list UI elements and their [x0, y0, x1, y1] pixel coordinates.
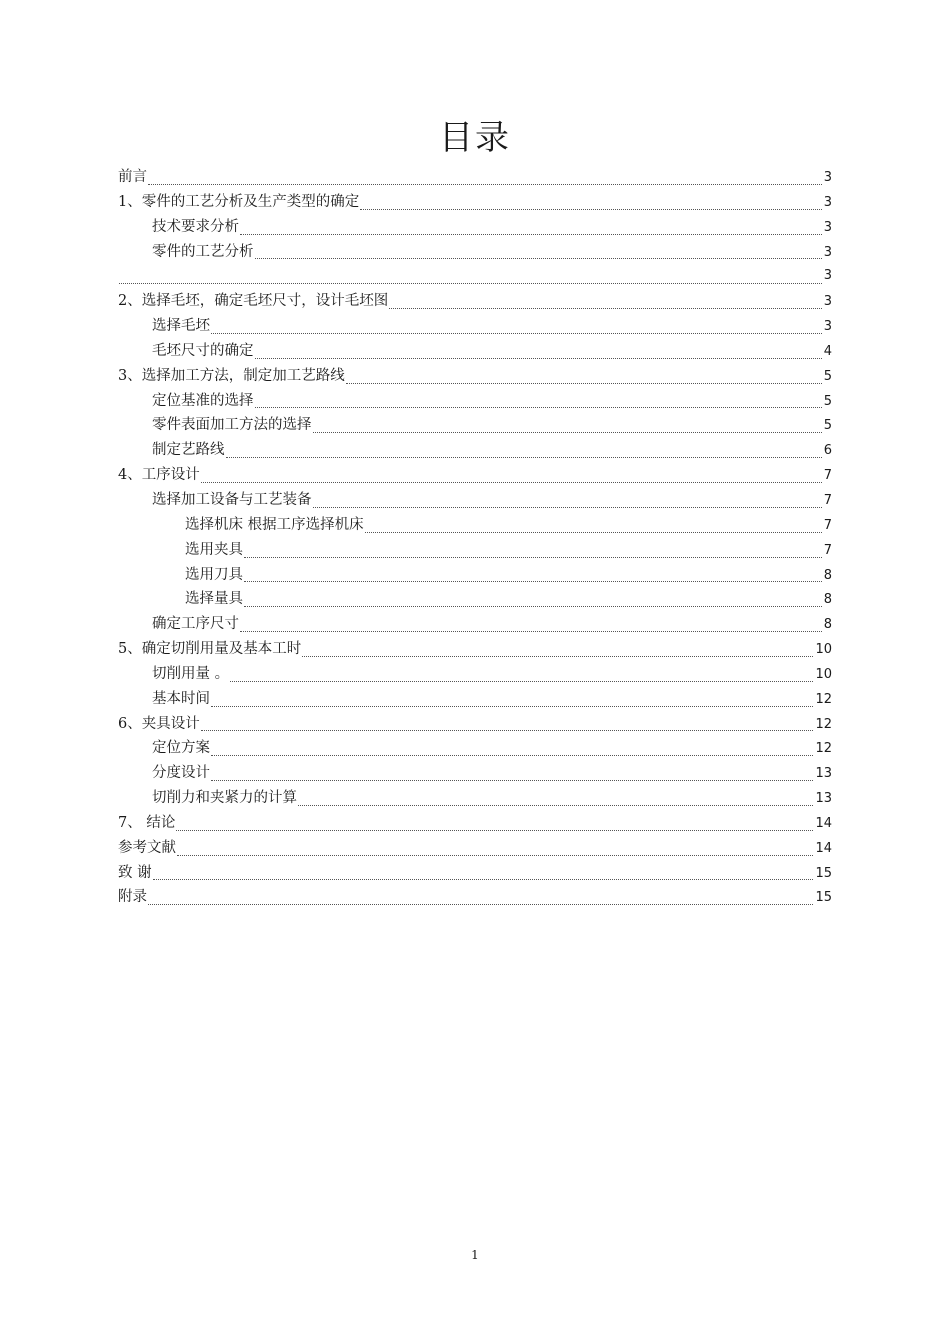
dot-leader	[226, 457, 822, 458]
toc-entry[interactable]	[118, 687, 832, 712]
toc-entry-label: 制定艺路线	[152, 442, 225, 459]
toc-entry-label: 切削用量 。	[152, 665, 230, 682]
toc-entry-page-number: 7	[823, 542, 832, 558]
toc-entry[interactable]	[118, 538, 832, 563]
toc-entry-page-number: 10	[815, 666, 832, 682]
dot-leader	[255, 358, 822, 359]
dot-leader	[201, 730, 814, 731]
dot-leader	[240, 631, 822, 632]
toc-entry-label: 选择机床 根据工序选择机床	[185, 516, 364, 533]
toc-entry-label: 前言	[118, 169, 147, 185]
toc-entry-page-number: 5	[823, 418, 832, 434]
toc-entry[interactable]	[118, 736, 832, 761]
toc-entry-page-number: 15	[815, 890, 832, 906]
toc-entry[interactable]	[118, 190, 832, 215]
toc-entry-page-number: 14	[815, 815, 832, 831]
dot-leader	[176, 830, 813, 831]
toc-entry-page-number: 14	[815, 840, 832, 856]
toc-entry-page-number: 12	[815, 741, 832, 757]
toc-entry-page-number: 8	[823, 617, 832, 633]
toc-entry[interactable]	[118, 885, 832, 910]
dot-leader	[389, 308, 821, 309]
dot-leader	[313, 432, 822, 433]
toc-entry-label: 选用夹具	[185, 541, 243, 558]
toc-entry[interactable]	[118, 339, 832, 364]
toc-entry-page-number: 3	[823, 294, 832, 310]
toc-entry-label: 分度设计	[152, 765, 210, 782]
toc-entry-label: 选择毛坯	[152, 318, 210, 335]
toc-entry-label: 选用刀具	[185, 566, 243, 583]
toc-entry-label: 定位方案	[152, 740, 210, 757]
toc-entry-label: 定位基准的选择	[152, 392, 254, 409]
table-of-contents	[118, 165, 832, 910]
toc-entry-page-number: 3	[823, 268, 832, 284]
dot-leader	[211, 755, 813, 756]
toc-entry[interactable]	[118, 314, 832, 339]
toc-entry[interactable]	[118, 836, 832, 861]
toc-entry-label: 选择加工设备与工艺装备	[152, 491, 312, 508]
toc-entry[interactable]	[118, 861, 832, 886]
toc-entry-page-number: 13	[815, 766, 832, 782]
toc-entry[interactable]	[118, 563, 832, 588]
toc-entry-label: 切削力和夹紧力的计算	[152, 790, 297, 807]
dot-leader	[211, 706, 813, 707]
toc-entry[interactable]	[118, 786, 832, 811]
dot-leader	[230, 681, 813, 682]
toc-entry[interactable]	[118, 264, 832, 289]
toc-entry[interactable]	[118, 637, 832, 662]
toc-entry[interactable]	[118, 215, 832, 240]
dot-leader	[211, 333, 822, 334]
toc-entry-label: 1、零件的工艺分析及生产类型的确定	[118, 193, 360, 210]
toc-entry[interactable]	[118, 811, 832, 836]
toc-entry[interactable]	[118, 712, 832, 737]
toc-entry-label: 零件表面加工方法的选择	[152, 417, 312, 434]
toc-entry[interactable]	[118, 612, 832, 637]
toc-entry[interactable]	[118, 413, 832, 438]
dot-leader	[148, 184, 822, 185]
toc-entry[interactable]	[118, 389, 832, 414]
toc-entry-label: 3、选择加工方法，制定加工艺路线	[118, 367, 345, 384]
toc-entry[interactable]	[118, 662, 832, 687]
toc-entry-page-number: 12	[815, 716, 832, 732]
toc-entry[interactable]	[118, 587, 832, 612]
toc-entry-label: 4、工序设计	[118, 467, 200, 484]
dot-leader	[244, 606, 822, 607]
page-title: 目录	[439, 118, 511, 158]
dot-leader	[360, 209, 821, 210]
toc-entry-page-number: 3	[823, 219, 832, 235]
toc-entry-label: 技术要求分析	[152, 218, 239, 235]
dot-leader	[201, 482, 822, 483]
toc-entry-label: 选择量具	[185, 591, 243, 608]
toc-entry-page-number: 10	[815, 642, 832, 658]
toc-entry-label: 致 谢	[118, 864, 152, 881]
dot-leader	[211, 780, 813, 781]
toc-entry-label: 毛坯尺寸的确定	[152, 342, 254, 359]
toc-entry-page-number: 7	[823, 492, 832, 508]
toc-entry-label: 7、 结论	[118, 814, 176, 831]
toc-entry[interactable]	[118, 165, 832, 190]
toc-entry-page-number: 3	[823, 244, 832, 260]
toc-entry[interactable]	[118, 488, 832, 513]
toc-entry-page-number: 5	[823, 393, 832, 409]
toc-entry[interactable]	[118, 289, 832, 314]
toc-entry-label: 6、夹具设计	[118, 715, 200, 732]
toc-entry[interactable]	[118, 364, 832, 389]
toc-entry-page-number: 7	[823, 468, 832, 484]
toc-entry-page-number: 3	[823, 319, 832, 335]
toc-entry[interactable]	[118, 438, 832, 463]
toc-entry-label: 基本时间	[152, 690, 210, 707]
toc-entry-label: 2、选择毛坯，确定毛坯尺寸，设计毛坯图	[118, 293, 389, 310]
toc-entry-page-number: 15	[815, 865, 832, 881]
toc-entry-page-number: 8	[823, 567, 832, 583]
toc-entry-label: 确定工序尺寸	[152, 616, 239, 633]
toc-entry-page-number: 4	[823, 343, 832, 359]
toc-entry-page-number: 7	[823, 517, 832, 533]
toc-entry-page-number: 5	[823, 368, 832, 384]
dot-leader	[313, 507, 822, 508]
dot-leader	[255, 407, 822, 408]
dot-leader	[302, 656, 813, 657]
toc-entry-page-number: 13	[815, 791, 832, 807]
toc-entry-page-number: 8	[823, 592, 832, 608]
toc-entry-label: 5、确定切削用量及基本工时	[118, 641, 302, 658]
toc-entry-label: 附录	[118, 889, 147, 906]
dot-leader	[153, 879, 814, 880]
toc-entry-label: 零件的工艺分析	[152, 243, 254, 260]
toc-entry[interactable]	[118, 240, 832, 265]
dot-leader	[244, 581, 822, 582]
dot-leader	[298, 805, 813, 806]
toc-entry[interactable]	[118, 463, 832, 488]
dot-leader	[240, 234, 822, 235]
dot-leader	[148, 904, 813, 905]
dot-leader	[119, 283, 822, 284]
toc-entry-page-number: 12	[815, 691, 832, 707]
dot-leader	[346, 383, 822, 384]
dot-leader	[244, 557, 822, 558]
toc-entry-page-number: 6	[823, 443, 832, 459]
dot-leader	[365, 532, 822, 533]
page-number: 1	[471, 1248, 479, 1262]
dot-leader	[177, 855, 813, 856]
toc-entry[interactable]	[118, 761, 832, 786]
toc-entry[interactable]	[118, 513, 832, 538]
toc-entry-page-number: 3	[823, 170, 832, 185]
toc-entry-page-number: 3	[823, 194, 832, 210]
toc-entry-label: 参考文献	[118, 839, 176, 856]
dot-leader	[255, 258, 822, 259]
